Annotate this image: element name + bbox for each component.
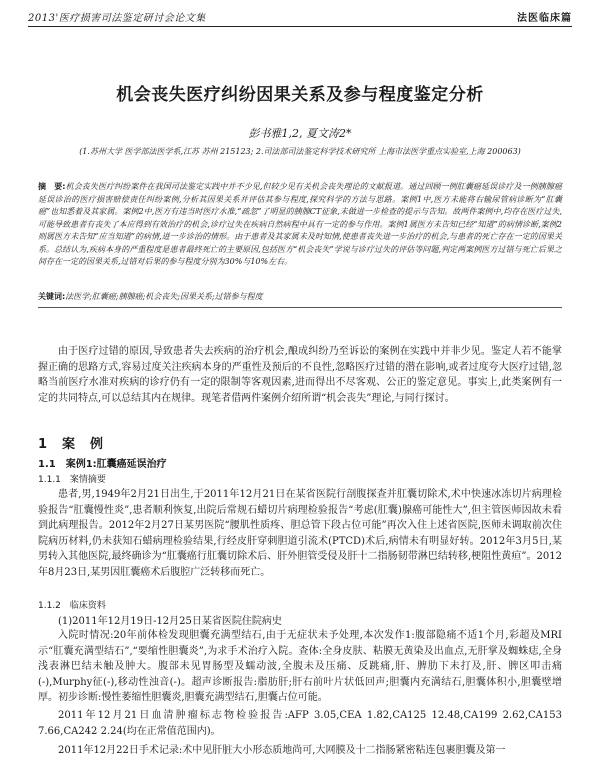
surgery-record-paragraph: 2011年12月22日手术记录:术中见肝脏大小形态质地尚可,大网膜及十二指肠紧密粘连包裹胆囊及第一	[58, 745, 506, 756]
tumor-marker-paragraph: 2011年12月21日血清肿瘤标志物检验报告:AFP 3.05,CEA 1.82,CA125 12.48,CA199 2.62,CA153 7.66,CA242 2.24(均在正常值范围内)。	[38, 710, 562, 737]
section-heading-1-1-1: 1.1.1 案情摘要	[38, 475, 106, 485]
section-name: 法医临床篇	[517, 13, 572, 24]
section-heading-1-1: 1.1 案例1:肛囊癌延误治疗	[38, 459, 167, 470]
keywords	[38, 291, 562, 302]
clinical-subheading: (1)2011年12月19日-12月25日某省医院住院病史	[58, 616, 282, 627]
section-heading-1-1-2: 1.1.2 临床资料	[38, 601, 106, 611]
abstract	[38, 181, 562, 269]
running-header	[28, 6, 572, 27]
journal-name: 2013'医疗损害司法鉴定研讨会论文集	[28, 13, 206, 24]
abstract-text: 机会丧失医疗纠纷案件在我国司法鉴定实践中并不少见,但较少见有关机会丧失理论的文献报道。通过回顾一例肛囊癌延误诊疗及一例胰腺癌延误诊治的医疗损害赔偿责任纠纷案例,分析其因果关系并评估其参与程度,探究科学的方法与思路。案例1中,医方未能将右输尿管病诊断为“肛囊癌”也知悉着及其家属。案例2中,医方有违当时医疗水准,“疏忽”了明显的胰腺CT征象,未做进一步检查的提示与告知。故两件案例中,均存在医疗过失,可能导致患者有丧失了本应得到有效治疗的机会,诊疗过失在疾病自然病程中具有一定的参与作用。案例1属医方未告知已经“知道”的病情诊断,案例2则属医方未告知“应当知道”的病情,进一步诊治的情形。由于患者及其家属未及时知情,使患者丧失进一步治疗的机会,与患者的死亡存在一定的因果关系。总结认为,疾病本身的严重程度是患者最终死亡的主要原因,包括医方“机会丧失”学说与诊疗过失的评估等问题,判定两案例医方过错与死亡后果之间存在一定的因果关系,过错对后果的参与程度分别为30%与10%左右。	[38, 182, 562, 266]
case-summary-paragraph: 患者,男,1949年2月21日出生,于2011年12月21日在某省医院行剖腹探查并肛囊切除术,术中快速冰冻切片病理检验报告“肛囊慢性炎”,患者顺利恢复,出院后常规石蜡切片病理检验报告“考虑(肛囊)腺癌可能性大”,但主管医师因故未看到此病理报告。2012年2月27日某男医院“腰肌性质疼、胆总管下段占位可能”再次入住上述省医院,医师未调取前次住院病历材料,仍未获知石蜡病理检验结果,行经皮肝穿刺胆道引流术(PTCD)术后,病情未有明显好转。2012年3月5日,某男转入其他医院,最终确诊为“肛囊癌行肛囊切除术后、肝外胆管受侵及肝十二指肠韧带淋巴结转移,梗阻性黄疸”。2012年8月23日,某男因肛囊癌术后腹腔广泛转移而死亡。	[38, 489, 562, 578]
keywords-label: 关键词:	[38, 292, 66, 301]
authors: 彭书雅1,2, 夏文涛2*	[248, 127, 352, 140]
divider	[38, 307, 562, 308]
section-heading-1: 1 案 例	[38, 437, 105, 452]
intro-paragraph: 由于医疗过错的原因,导致患者失去疾病的治疗机会,酿成纠纷乃至诉讼的案例在实践中并非少见。鉴定人若不能掌握正确的思路方式,容易过度关注疾病本身的严重性及预后的不良性,忽略医疗过错的潜在影响,或者过度夸大医疗过错,忽略当前医疗水准对疾病的诊疗仍有一定的限制等客观因素,进而得出不尽客观、公正的鉴定意见。事实上,此类案例有一定的共同特点,可以总结其内在规律。现笔者借两件案例介绍所谓“机会丧失”理论,与同行探讨。	[38, 346, 562, 404]
abstract-label: 摘 要:	[38, 182, 66, 191]
paper-title: 机会丧失医疗纠纷因果关系及参与程度鉴定分析	[116, 85, 484, 105]
keywords-text: 法医学;肛囊癌;胰腺癌;机会丧失;因果关系;过错参与程度	[65, 292, 263, 301]
affiliation: (1.苏州大学 医学部法医学系,江苏 苏州 215123; 2.司法部司法鉴定科学技术研究所 上海市法医学重点实验室,上海 200063)	[79, 147, 521, 156]
clinical-admission-paragraph: 入院时情况:20年前体检发现胆囊充满型结石,由于无症状未予处理,本次发作1:腹部隐痛不适1个月,彩超及MRI示“肛囊充满型结石”,“要缩性胆囊炎”,为求手术治疗入院。查体:全身皮肤、粘膜无黄染及出血点,无肝掌及蜘蛛痣,全身浅表淋巴结未触及肿大。腹部未见胃肠型及蠕动波,全腹未及压痛、反跳痛,肝、脾肋下未打及,肝、脾区叩击痛(-),Murphy征(-),移动性浊音(-)。超声诊断报告:脂肪肝;肝右前叶片状低回声;胆囊内充满结石,胆囊体积小,胆囊壁增厚。初步诊断:慢性萎缩性胆囊炎,胆囊充满型结石,胆囊占位可能。	[38, 630, 562, 703]
